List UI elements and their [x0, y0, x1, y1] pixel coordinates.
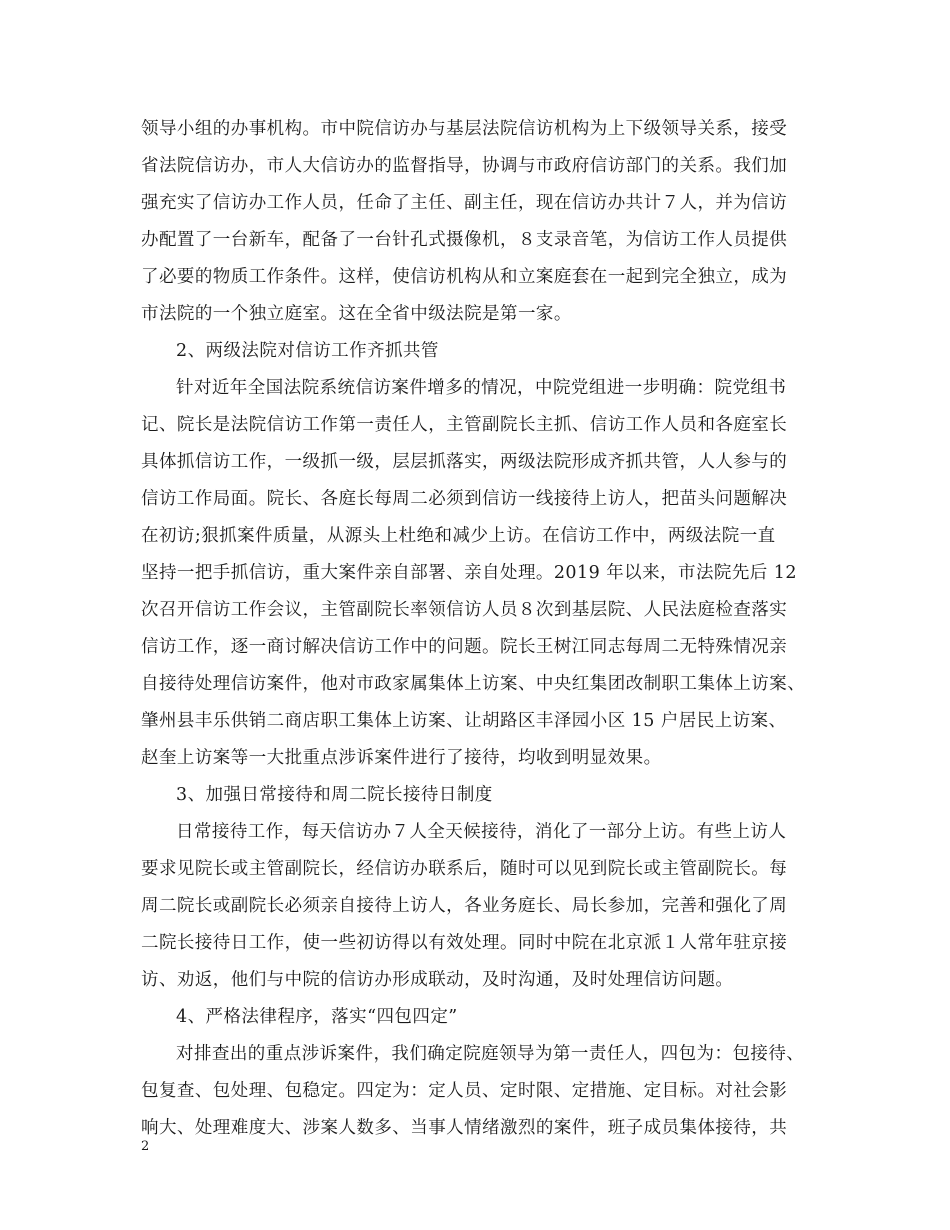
body-text-line: 信访工作局面。院长、各庭长每周二必须到信访一线接待上访人，把苗头问题解决 [141, 489, 788, 509]
body-text-line: 响大、处理难度大、涉案人数多、当事人情绪激烈的案件，班子成员集体接待，共 [141, 1118, 788, 1138]
body-text-line: 针对近年全国法院系统信访案件增多的情况，中院党组进一步明确：院党组书 [176, 378, 787, 398]
body-text-line: 周二院长或副院长必须亲自接待上访人，各业务庭长、局长参加，完善和强化了周 [141, 896, 788, 916]
body-text-line: 在初访;狠抓案件质量，从源头上杜绝和减少上访。在信访工作中，两级法院一直 [141, 526, 776, 546]
body-text-line: 领导小组的办事机构。市中院信访办与基层法院信访机构为上下级领导关系，接受 [141, 119, 788, 139]
body-text-line: 肇州县丰乐供销二商店职工集体上访案、让胡路区丰泽园小区 15 户居民上访案、 [141, 711, 787, 731]
body-text-line: 包复查、包处理、包稳定。四定为：定人员、定时限、定措施、定目标。对社会影 [141, 1081, 788, 1101]
body-text-line: 赵奎上访案等一大批重点涉诉案件进行了接待，均收到明显效果。 [141, 748, 662, 768]
page-number: 2 [141, 1139, 150, 1154]
section-heading: 4、严格法律程序，落实“四包四定” [176, 1007, 458, 1027]
body-text-line: 访、劝返，他们与中院的信访办形成联动，及时沟通，及时处理信访问题。 [141, 970, 734, 990]
body-text-line: 日常接待工作，每天信访办７人全天候接待，消化了一部分上访。有些上访人 [176, 822, 787, 842]
body-text-line: 省法院信访办，市人大信访办的监督指导，协调与市政府信访部门的关系。我们加 [141, 156, 788, 176]
section-heading: 2、两级法院对信访工作齐抓共管 [176, 341, 439, 361]
body-text-line: 办配置了一台新车，配备了一台针孔式摄像机，８支录音笔，为信访工作人员提供 [141, 230, 788, 250]
body-text-line: 对排查出的重点涉诉案件，我们确定院庭领导为第一责任人，四包为：包接待、 [176, 1044, 805, 1064]
body-text-line: 强充实了信访办工作人员，任命了主任、副主任，现在信访办共计７人，并为信访 [141, 193, 788, 213]
body-text-line: 具体抓信访工作，一级抓一级，层层抓落实，两级法院形成齐抓共管，人人参与的 [141, 452, 788, 472]
body-text-line: 二院长接待日工作，使一些初访得以有效处理。同时中院在北京派１人常年驻京接 [141, 933, 788, 953]
body-text-line: 自接待处理信访案件，他对市政家属集体上访案、中央红集团改制职工集体上访案、 [141, 674, 806, 694]
body-text-line: 市法院的一个独立庭室。这在全省中级法院是第一家。 [141, 304, 572, 324]
body-text-line: 次召开信访工作会议，主管副院长率领信访人员８次到基层院、人民法庭检查落实 [141, 600, 788, 620]
section-heading: 3、加强日常接待和周二院长接待日制度 [176, 785, 493, 805]
body-text-line: 记、院长是法院信访工作第一责任人，主管副院长主抓、信访工作人员和各庭室长 [141, 415, 788, 435]
body-text-line: 坚持一把手抓信访，重大案件亲自部署、亲自处理。2019 年以来，市法院先后 12 [141, 563, 797, 583]
body-text-line: 信访工作，逐一商讨解决信访工作中的问题。院长王树江同志每周二无特殊情况亲 [141, 637, 788, 657]
body-text-line: 了必要的物质工作条件。这样，使信访机构从和立案庭套在一起到完全独立，成为 [141, 267, 788, 287]
body-text-line: 要求见院长或主管副院长，经信访办联系后，随时可以见到院长或主管副院长。每 [141, 859, 788, 879]
